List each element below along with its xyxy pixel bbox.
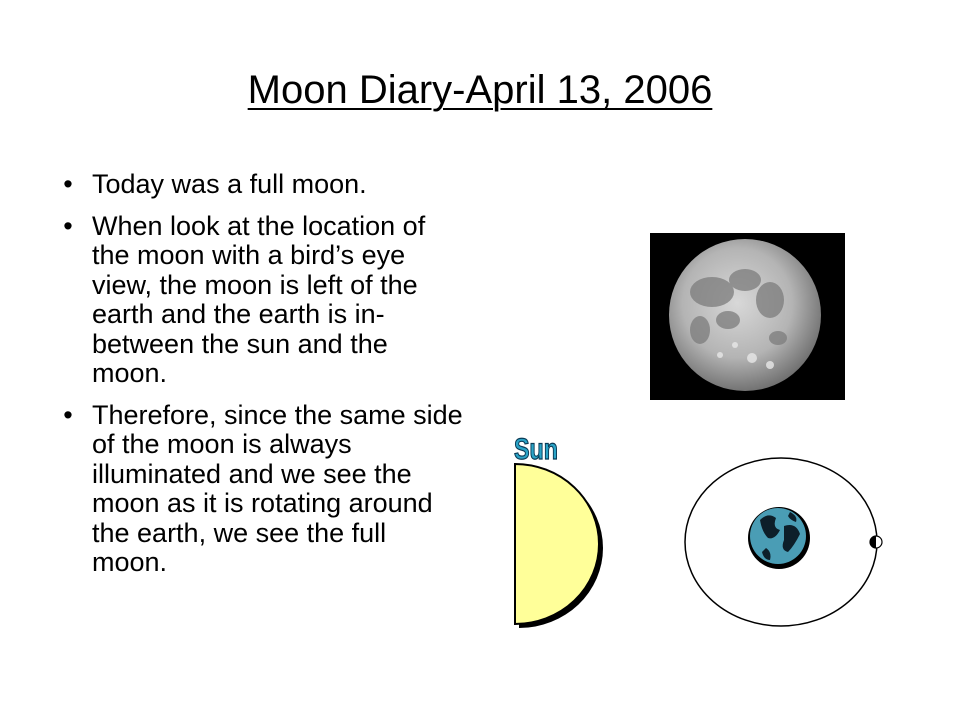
sun-label: Sun xyxy=(514,433,558,466)
bullet-text: Therefore, since the same side of the moon is always illuminated and we see the moon as it is rotating around the earth, we see the full moon. xyxy=(92,399,463,577)
bullet-text: When look at the location of the moon with a bird’s eye view, the moon is left of the earth and the earth is in-between the sun and the moon. xyxy=(92,210,426,388)
bullet-marker: • xyxy=(63,210,73,241)
moon-icon xyxy=(870,536,882,548)
sun-half-disc xyxy=(515,464,599,624)
slide-title: Moon Diary-April 13, 2006 xyxy=(247,68,713,112)
earth-icon xyxy=(748,507,810,569)
bullet-text: Today was a full moon. xyxy=(92,169,367,199)
bullet-marker: • xyxy=(63,169,73,199)
bullet-marker: • xyxy=(63,399,73,430)
